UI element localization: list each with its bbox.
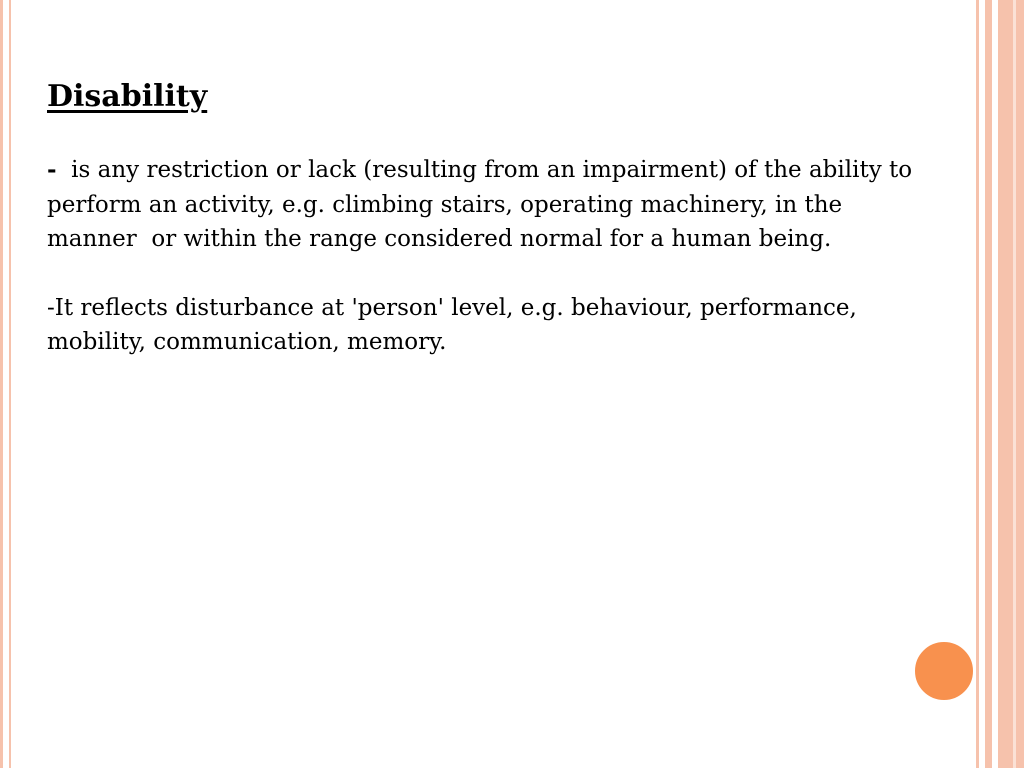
definition-bullet: -	[47, 156, 57, 183]
right-border-band	[998, 0, 1024, 768]
left-border-inner-line	[9, 0, 11, 768]
right-border-stripe	[985, 0, 992, 768]
left-border-line	[0, 0, 3, 768]
decorative-circle-icon	[913, 640, 975, 702]
reflection-paragraph: -It reflects disturbance at 'person' level, e.g. behaviour, performance, mobility, communication, memory.	[47, 294, 857, 355]
slide-title: Disability	[47, 79, 208, 114]
definition-text: is any restriction or lack (resulting from an impairment) of the ability to perform an activity, e.g. climbing stairs, operating machinery, in the manner or within the range considered normal for a human being.	[47, 157, 920, 252]
right-border-stripe	[976, 0, 979, 768]
slide-content	[47, 78, 927, 360]
definition-paragraph	[47, 153, 927, 257]
right-border-highlight	[1013, 0, 1016, 768]
